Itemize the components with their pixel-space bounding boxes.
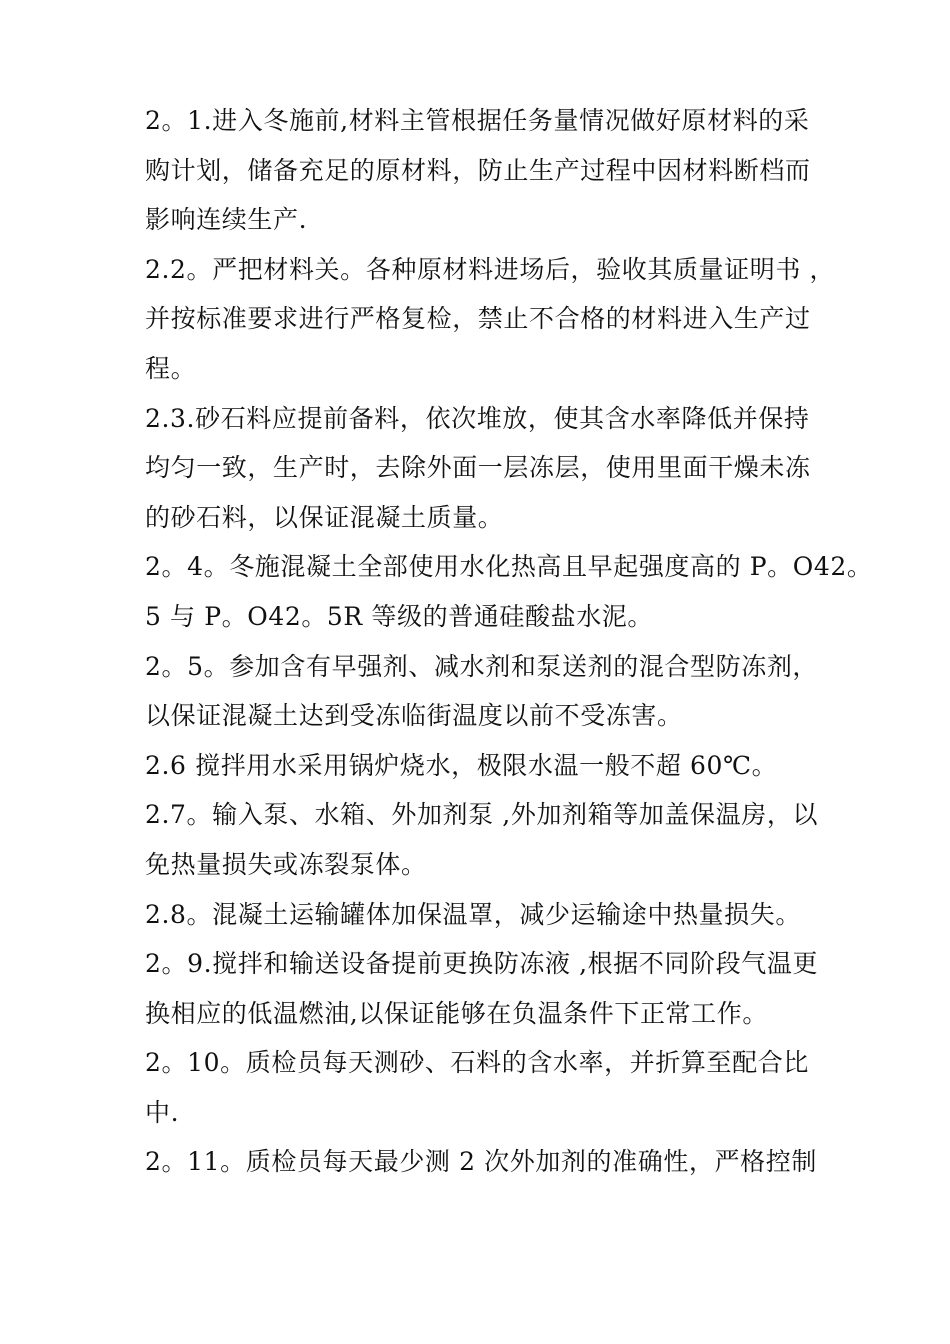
text-line: 中. xyxy=(145,1097,180,1127)
text-line: 2.3.砂石料应提前备料，依次堆放，使其含水率降低并保持 xyxy=(145,403,810,433)
text-line: 5 与 P。O42。5R 等级的普通硅酸盐水泥。 xyxy=(145,601,654,631)
text-line: 均匀一致，生产时，去除外面一层冻层，使用里面干燥未冻 xyxy=(145,453,811,483)
text-line: 2。4。冬施混凝土全部使用水化热高且早起强度高的 P。O42。 xyxy=(145,552,873,582)
document-body xyxy=(145,96,873,1187)
text-line: 2.6 搅拌用水采用锅炉烧水，极限水温一般不超 60℃。 xyxy=(145,750,778,780)
text-line: 影响连续生产. xyxy=(145,205,308,235)
text-line: 的砂石料，以保证混凝土质量。 xyxy=(145,502,504,532)
text-line: 2.8。混凝土运输罐体加保温罩，减少运输途中热量损失。 xyxy=(145,899,801,929)
text-line: 2。9.搅拌和输送设备提前更换防冻液 ,根据不同阶段气温更 xyxy=(145,949,819,979)
text-line: 程。 xyxy=(145,353,197,383)
text-line: 以保证混凝土达到受冻临街温度以前不受冻害。 xyxy=(145,701,683,731)
text-line: 免热量损失或冻裂泵体。 xyxy=(145,849,427,879)
text-line: 购计划，储备充足的原材料，防止生产过程中因材料断档而 xyxy=(145,155,811,185)
text-line: 2。10。质检员每天测砂、石料的含水率，并折算至配合比 xyxy=(145,1048,809,1078)
text-line: 2.7。输入泵、水箱、外加剂泵 ,外加剂箱等加盖保温房，以 xyxy=(145,800,819,830)
text-line: 2。1.进入冬施前,材料主管根据任务量情况做好原材料的采 xyxy=(145,106,810,135)
text-line: 2.2。严把材料关。各种原材料进场后，验收其质量证明书 ， xyxy=(145,254,836,284)
text-line: 2。5。参加含有早强剂、减水剂和泵送剂的混合型防冻剂， xyxy=(145,651,819,681)
text-line: 并按标准要求进行严格复检，禁止不合格的材料进入生产过 xyxy=(145,304,811,334)
text-line: 2。11。质检员每天最少测 2 次外加剂的准确性，严格控制 xyxy=(145,1147,817,1177)
text-line: 换相应的低温燃油,以保证能够在负温条件下正常工作。 xyxy=(145,998,768,1028)
